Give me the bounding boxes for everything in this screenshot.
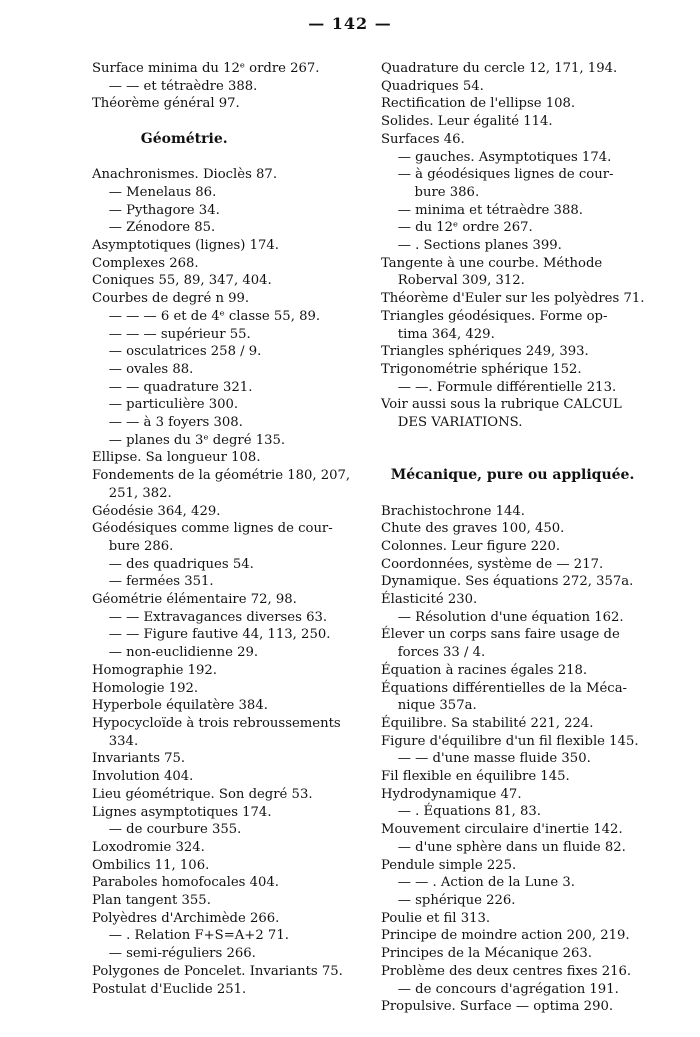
index-entry: forces 33 / 4. [381,645,486,661]
blank-line [92,113,374,131]
blank-line [92,149,374,167]
index-entry: nique 357a. [381,698,477,714]
index-entry: — Menelaus 86. [92,184,217,200]
index-entry: Trigonométrie sphérique 152. [381,361,582,377]
index-entry: — — d'une masse fluide 350. [381,751,591,767]
index-entry: Dynamique. Ses équations 272, 357a. [381,574,634,590]
index-entry: — —. Formule différentielle 213. [381,379,617,395]
index-entry: Paraboles homofocales 404. [92,875,279,891]
index-entry: 334. [92,733,139,749]
index-entry: Géodésie 364, 429. [92,503,221,519]
index-entry: Roberval 309, 312. [381,273,525,289]
index-entry: Poulie et fil 313. [381,910,491,926]
right-index-column [381,60,653,1016]
index-entry: — Résolution d'une équation 162. [381,609,624,625]
index-entry: — du 12ᵉ ordre 267. [381,220,533,236]
index-entry: Ombilics 11, 106. [92,857,210,873]
index-entry: Homologie 192. [92,680,199,696]
index-entry: Ellipse. Sa longueur 108. [92,450,261,466]
index-entry: Propulsive. Surface — optima 290. [381,999,614,1015]
blank-line [381,432,653,450]
index-entry: Asymptotiques (lignes) 174. [92,238,279,253]
index-entry: — particulière 300. [92,397,239,413]
index-entry: — non-euclidienne 29. [92,645,259,661]
index-entry: DES VARIATIONS. [381,415,523,431]
index-entry: Voir aussi sous la rubrique CALCUL [381,397,622,413]
index-entry: Plan tangent 355. [92,893,211,909]
index-entry: — . Relation F+S=A+2 71. [92,928,289,944]
index-entry: Mouvement circulaire d'inertie 142. [381,822,623,838]
index-entry: — à géodésiques lignes de cour- [381,167,614,183]
index-entry: — fermées 351. [92,574,214,590]
index-entry: — . Équations 81, 83. [381,804,542,820]
blank-line [381,485,653,503]
index-entry: Polyèdres d'Archimède 266. [92,910,280,926]
index-entry: bure 386. [381,184,480,200]
index-entry: Élever un corps sans faire usage de [381,627,620,643]
index-entry: — — à 3 foyers 308. [92,415,243,431]
blank-line [381,449,653,467]
index-entry: Théorème d'Euler sur les polyèdres 71. [381,291,645,307]
index-entry: Hypocycloïde à trois rebroussements [92,715,341,731]
index-entry: Géométrie élémentaire 72, 98. [92,592,297,608]
index-entry: Quadrature du cercle 12, 171, 194. [381,61,618,76]
index-entry: Surfaces 46. [381,131,465,147]
index-entry: Colonnes. Leur figure 220. [381,538,561,554]
index-entry: — planes du 3ᵉ degré 135. [92,432,286,448]
index-entry: — de concours d'agrégation 191. [381,981,619,997]
index-entry: — — Figure fautive 44, 113, 250. [92,627,331,643]
index-entry: Lieu géométrique. Son degré 53. [92,786,313,802]
index-entry: Triangles sphériques 249, 393. [381,344,589,360]
index-entry: Homographie 192. [92,662,218,678]
index-entry: Solides. Leur égalité 114. [381,114,553,130]
index-entry: — de courbure 355. [92,822,242,838]
index-entry: 251, 382. [92,485,172,501]
index-entry: Théorème général 97. [92,96,240,112]
index-entry: Équilibre. Sa stabilité 221, 224. [381,715,594,731]
index-entry: Rectification de l'ellipse 108. [381,96,576,112]
index-entry: Brachistochrone 144. [381,503,525,519]
index-entry: Figure d'équilibre d'un fil flexible 145. [381,733,639,749]
index-entry: Quadriques 54. [381,78,484,94]
index-entry: — Pythagore 34. [92,202,220,218]
index-entry: — ovales 88. [92,361,194,377]
index-entry: Chute des graves 100, 450. [381,521,565,537]
index-entry: Anachronismes. Dioclès 87. [92,167,278,183]
index-entry: Principes de la Mécanique 263. [381,946,592,962]
left-index-column [92,60,374,998]
index-entry: — — quadrature 321. [92,379,253,395]
index-entry: Hyperbole équilatère 384. [92,698,268,714]
index-entry: Principe de moindre action 200, 219. [381,928,630,944]
index-entry: Géodésiques comme lignes de cour- [92,521,333,537]
index-entry: Hydrodynamique 47. [381,786,522,802]
index-entry: Loxodromie 324. [92,839,205,855]
index-entry: Surface minima du 12ᵉ ordre 267. [92,61,320,76]
index-entry: — — — supérieur 55. [92,326,251,342]
index-entry: Invariants 75. [92,751,186,767]
index-entry: — minima et tétraèdre 388. [381,202,583,218]
index-entry: Courbes de degré n 99. [92,291,250,307]
index-entry: bure 286. [92,538,174,554]
section-heading: Géométrie. [92,130,228,147]
index-entry: Problème des deux centres fixes 216. [381,963,632,979]
index-entry: Équations différentielles de la Méca- [381,680,628,696]
index-entry: Fil flexible en équilibre 145. [381,769,570,785]
section-heading: Mécanique, pure ou appliquée. [381,467,635,484]
index-entry: Équation à racines égales 218. [381,662,588,678]
index-entry: — — . Action de la Lune 3. [381,875,575,891]
index-entry: Coordonnées, système de — 217. [381,556,604,572]
index-entry: — sphérique 226. [381,893,516,908]
index-entry: Élasticité 230. [381,592,478,608]
index-entry: Triangles géodésiques. Forme op- [381,308,608,324]
index-entry: — gauches. Asymptotiques 174. [381,149,612,165]
index-entry: — — Extravagances diverses 63. [92,609,328,625]
index-entry: Pendule simple 225. [381,857,517,873]
index-entry: — — et tétraèdre 388. [92,78,258,94]
page-number: — 142 — [308,14,392,33]
index-entry: Coniques 55, 89, 347, 404. [92,273,272,289]
index-entry: Involution 404. [92,769,194,785]
index-entry: Polygones de Poncelet. Invariants 75. [92,963,343,979]
index-entry: Tangente à une courbe. Méthode [381,255,603,271]
index-entry: — d'une sphère dans un fluide 82. [381,839,626,855]
index-entry: — osculatrices 258 / 9. [92,344,262,360]
index-entry: Lignes asymptotiques 174. [92,804,272,820]
index-entry: Postulat d'Euclide 251. [92,981,247,997]
index-entry: — — — 6 et de 4ᵉ classe 55, 89. [92,308,321,324]
index-entry: — Zénodore 85. [92,220,216,236]
index-entry: tima 364, 429. [381,326,495,342]
index-entry: Fondements de la géométrie 180, 207, [92,468,351,484]
index-entry: — semi-réguliers 266. [92,946,256,962]
index-entry: — des quadriques 54. [92,556,254,572]
index-entry: Complexes 268. [92,255,199,271]
index-entry: — . Sections planes 399. [381,238,562,254]
